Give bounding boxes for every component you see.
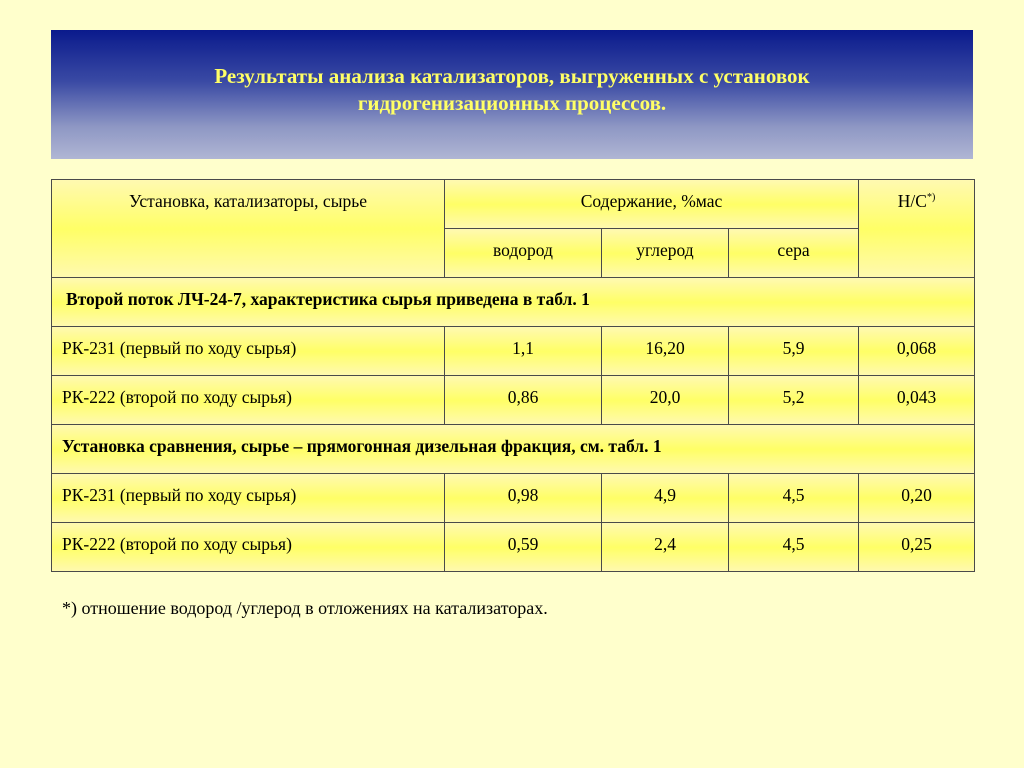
carbon-value: 4,9 [602, 474, 729, 523]
catalyst-name: РК-222 (второй по ходу сырья) [52, 523, 445, 572]
slide-title-line-1: Результаты анализа катализаторов, выгруженных с установок [214, 63, 810, 88]
hc-ratio-value: 0,20 [859, 474, 975, 523]
table-row [52, 523, 975, 572]
hydrogen-value: 0,86 [445, 376, 602, 425]
carbon-value: 20,0 [602, 376, 729, 425]
subheader-hydrogen: водород [445, 229, 602, 278]
header-ratio-col [859, 180, 975, 278]
slide-title-line-2: гидрогенизационных процессов. [357, 90, 667, 115]
subheader-sulfur: сера [729, 229, 859, 278]
sulfur-value: 4,5 [729, 474, 859, 523]
section-row-2 [52, 425, 975, 474]
sulfur-value: 5,9 [729, 327, 859, 376]
slide-title [102, 63, 922, 117]
carbon-value: 16,20 [602, 327, 729, 376]
footnote: *) отношение водород /углерод в отложениях на катализаторах. [62, 598, 548, 618]
results-table [51, 179, 975, 572]
section-row-1 [52, 278, 975, 327]
hc-ratio-value: 0,25 [859, 523, 975, 572]
catalyst-name: РК-231 (первый по ходу сырья) [52, 327, 445, 376]
hc-ratio-value: 0,043 [859, 376, 975, 425]
ratio-footnote-mark: *) [926, 192, 936, 203]
header-content-group: Содержание, %мас [445, 180, 859, 229]
carbon-value: 2,4 [602, 523, 729, 572]
hydrogen-value: 0,98 [445, 474, 602, 523]
hydrogen-value: 0,59 [445, 523, 602, 572]
ratio-label: H/C [897, 191, 927, 211]
title-banner [51, 30, 973, 159]
catalyst-name: РК-231 (первый по ходу сырья) [52, 474, 445, 523]
table-row [52, 327, 975, 376]
table-row [52, 474, 975, 523]
section-title-2: Установка сравнения, сырье – прямогонная дизельная фракция, см. табл. 1 [52, 425, 975, 474]
sulfur-value: 4,5 [729, 523, 859, 572]
subheader-carbon: углерод [602, 229, 729, 278]
section-title-1: Второй поток ЛЧ-24-7, характеристика сырья приведена в табл. 1 [52, 278, 975, 327]
hc-ratio-value: 0,068 [859, 327, 975, 376]
header-unit-col: Установка, катализаторы, сырье [52, 180, 445, 278]
hydrogen-value: 1,1 [445, 327, 602, 376]
table-row [52, 376, 975, 425]
header-row [52, 180, 975, 229]
catalyst-name: РК-222 (второй по ходу сырья) [52, 376, 445, 425]
sulfur-value: 5,2 [729, 376, 859, 425]
